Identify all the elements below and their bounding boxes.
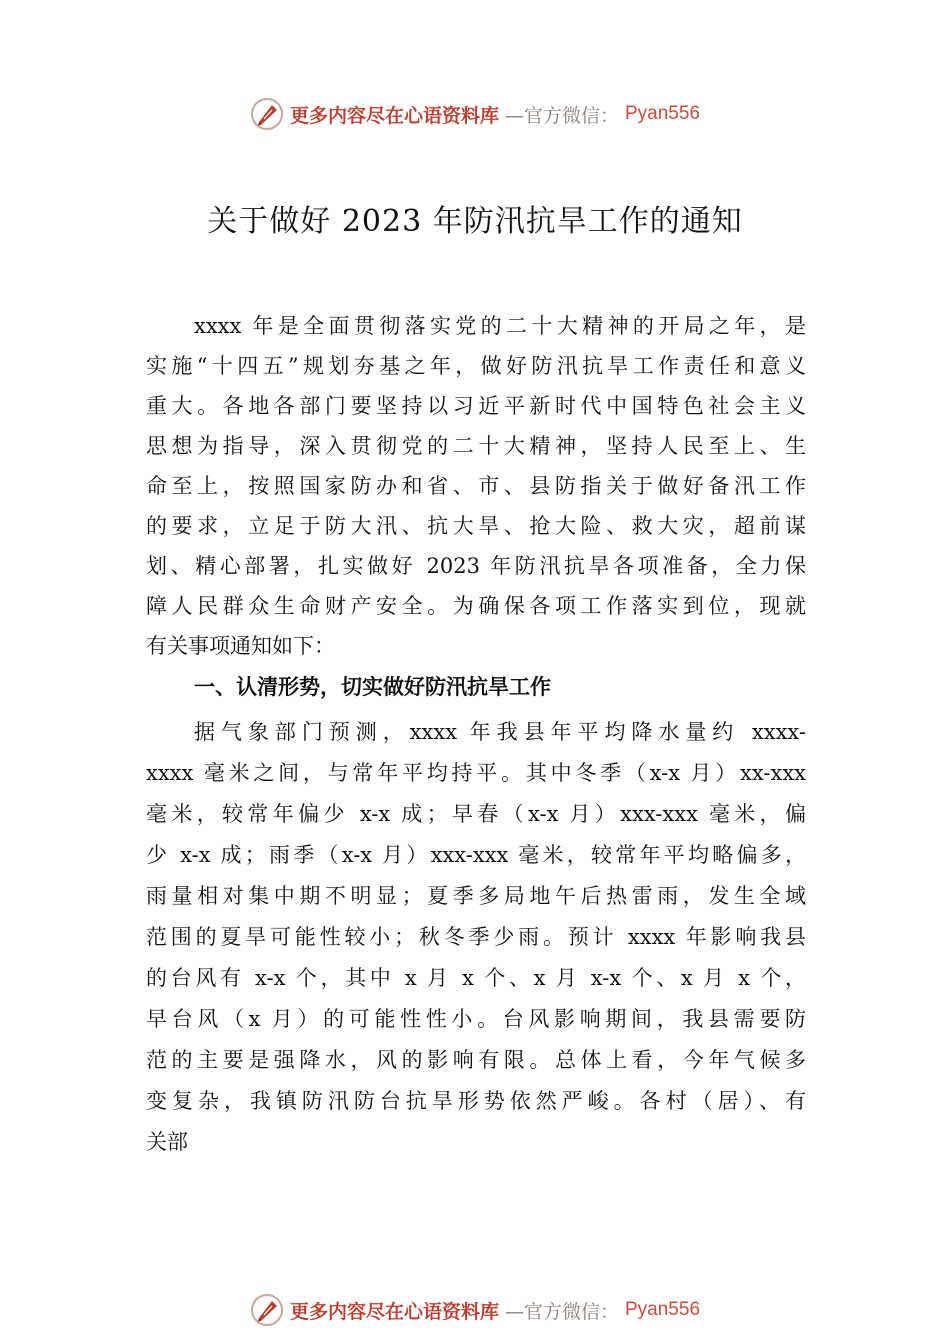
- text-line: 范围的夏旱可能性较小；秋冬季少雨。预计 xxxx 年影响我县: [146, 925, 806, 949]
- text-line: xxxx 毫米之间，与常年平均持平。其中冬季（x-x 月）xx-xxx: [146, 761, 806, 785]
- text-line: 变复杂，我镇防汛防台抗旱形势依然严峻。各村（居）、有: [146, 1089, 806, 1113]
- watermark-footer: [0, 1290, 950, 1330]
- text-line: 实施“十四五”规划夯基之年，做好防汛抗旱工作责任和意义: [146, 354, 806, 378]
- pen-nib-logo-icon: [250, 97, 284, 131]
- text-line: 命至上，按照国家防办和省、市、县防指关于做好备汛工作: [146, 474, 806, 498]
- document-title: 关于做好 2023 年防汛抗旱工作的通知: [207, 204, 743, 239]
- text-line: 障人民群众生命财产安全。为确保各项工作落实到位，现就: [146, 594, 806, 618]
- text-line: 的要求，立足于防大汛、抗大旱、抢大险、救大灾，超前谋: [146, 514, 806, 538]
- text-line: 重大。各地各部门要坚持以习近平新时代中国特色社会主义: [146, 394, 806, 418]
- text-line: 思想为指导，深入贯彻党的二十大精神，坚持人民至上、生: [146, 434, 806, 458]
- text-line: 关部: [146, 1130, 188, 1154]
- watermark-separator: —官方微信：: [504, 104, 619, 127]
- paragraph-intro: [146, 306, 806, 666]
- section-heading-text: 一、认清形势，切实做好防汛抗旱工作: [194, 675, 551, 699]
- watermark-text: 更多内容尽在心语资料库: [289, 104, 499, 127]
- text-line: 范的主要是强降水，风的影响有限。总体上看，今年气候多: [146, 1048, 806, 1072]
- text-line: 毫米，较常年偏少 x-x 成；早春（x-x 月）xxx-xxx 毫米，偏: [146, 802, 806, 826]
- watermark-text: 更多内容尽在心语资料库: [289, 1300, 499, 1323]
- paragraph-forecast: [146, 712, 806, 1163]
- watermark-header: [0, 94, 950, 134]
- watermark-separator: —官方微信：: [504, 1300, 619, 1323]
- text-line: 划、精心部署，扎实做好 2023 年防汛抗旱各项准备，全力保: [146, 554, 806, 578]
- text-line: 少 x-x 成；雨季（x-x 月）xxx-xxx 毫米，较常年平均略偏多，: [146, 843, 806, 867]
- text-line: 雨量相对集中期不明显；夏季多局地午后热雷雨，发生全域: [146, 884, 806, 908]
- text-line: 的台风有 x-x 个，其中 x 月 x 个、x 月 x-x 个、x 月 x 个，: [146, 966, 806, 990]
- text-line: 有关事项通知如下：: [146, 634, 335, 658]
- watermark-account: Pyan556: [625, 103, 701, 124]
- text-line: 据气象部门预测，xxxx 年我县年平均降水量约 xxxx-: [194, 720, 806, 744]
- watermark-account: Pyan556: [625, 1299, 701, 1320]
- section-heading: [146, 666, 806, 708]
- pen-nib-logo-icon: [250, 1293, 284, 1327]
- text-line: xxxx 年是全面贯彻落实党的二十大精神的开局之年，是: [194, 314, 806, 338]
- text-line: 早台风（x 月）的可能性性小。台风影响期间，我县需要防: [146, 1007, 806, 1031]
